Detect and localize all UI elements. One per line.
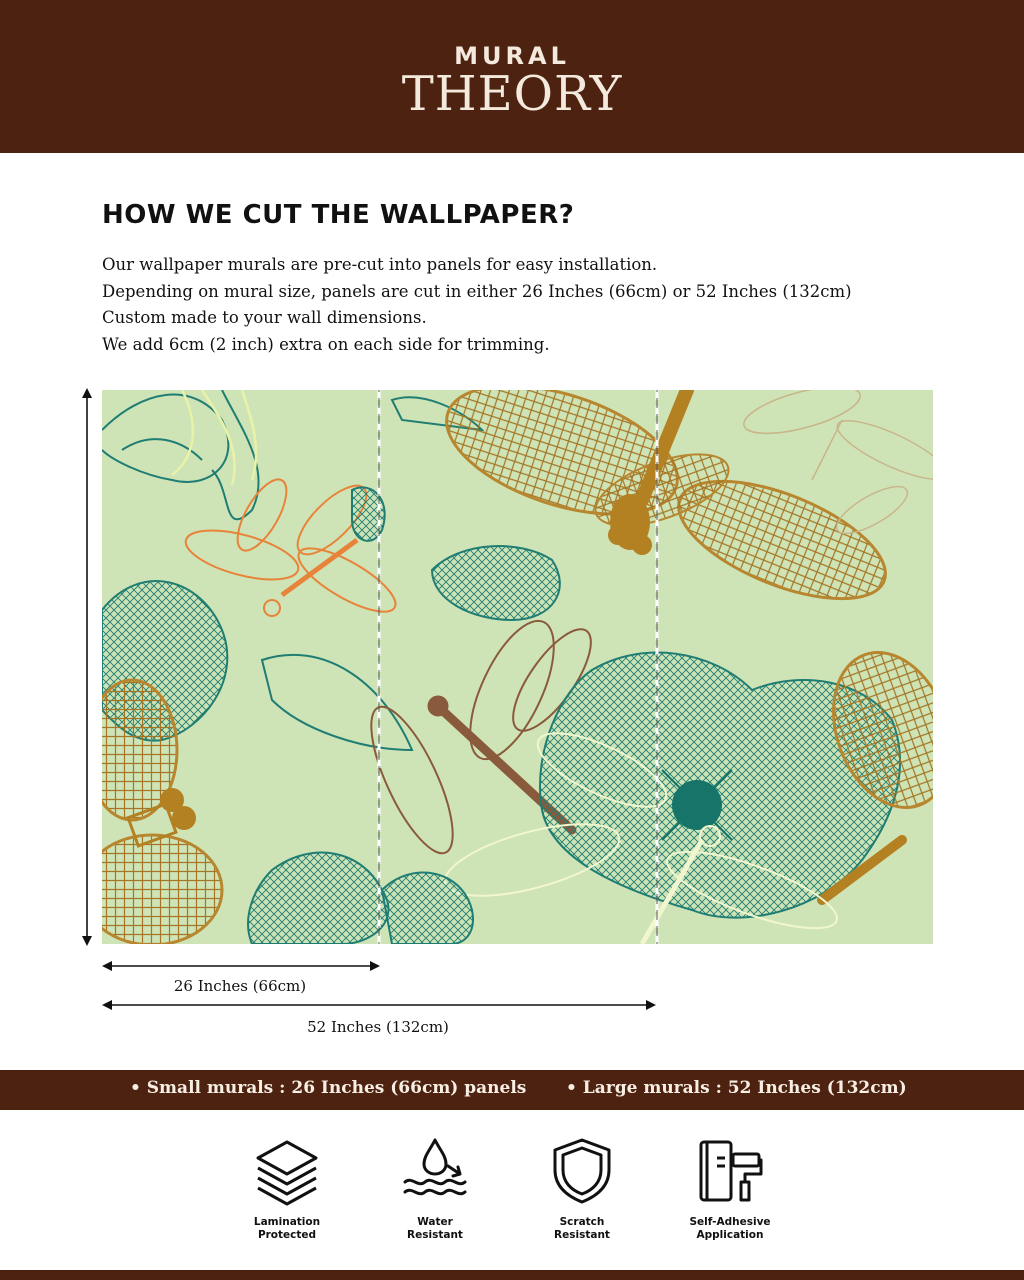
feature-lamination [217,1136,357,1242]
section-description [102,252,982,359]
width-arrow-52in [102,998,656,1012]
small-murals-note: • Small murals : 26 Inches (66cm) panels [130,1078,527,1098]
description-line: We add 6cm (2 inch) extra on each side for trimming. [102,335,550,355]
height-arrow [78,388,98,948]
section-title: HOW WE CUT THE WALLPAPER? [102,200,575,230]
panel-size-band [0,1070,1024,1110]
feature-label: Lamination Protected [253,1216,321,1241]
description-line: Depending on mural size, panels are cut in either 26 Inches (66cm) or 52 Inches (132cm) [102,281,852,301]
shield-icon [547,1136,617,1206]
description-line: Custom made to your wall dimensions. [102,308,427,328]
description-line: Our wallpaper murals are pre-cut into panels for easy installation. [102,255,658,274]
dimension-label-52in: 52 Inches (132cm) [307,1018,449,1036]
feature-scratch-resistant [512,1136,652,1242]
layers-icon [252,1136,322,1206]
feature-self-adhesive [660,1136,800,1242]
brand-header [0,0,1024,153]
dimension-label-26in: 26 Inches (66cm) [173,977,307,995]
brand-logo-line2: THEORY [401,66,623,122]
wallpaper-roller-icon [695,1136,765,1206]
feature-water-resistant [365,1136,505,1242]
footer-bar [0,1270,1024,1280]
width-arrow-26in [102,959,380,973]
feature-label: Water Resistant [407,1216,463,1241]
mural-preview-image [102,390,933,944]
brand-logo-line1: MURAL [454,42,570,70]
feature-label: Self-Adhesive Application [689,1216,771,1241]
feature-label: Scratch Resistant [554,1216,610,1241]
water-drop-icon [400,1136,470,1206]
large-murals-note: • Large murals : 52 Inches (132cm) [566,1078,907,1098]
